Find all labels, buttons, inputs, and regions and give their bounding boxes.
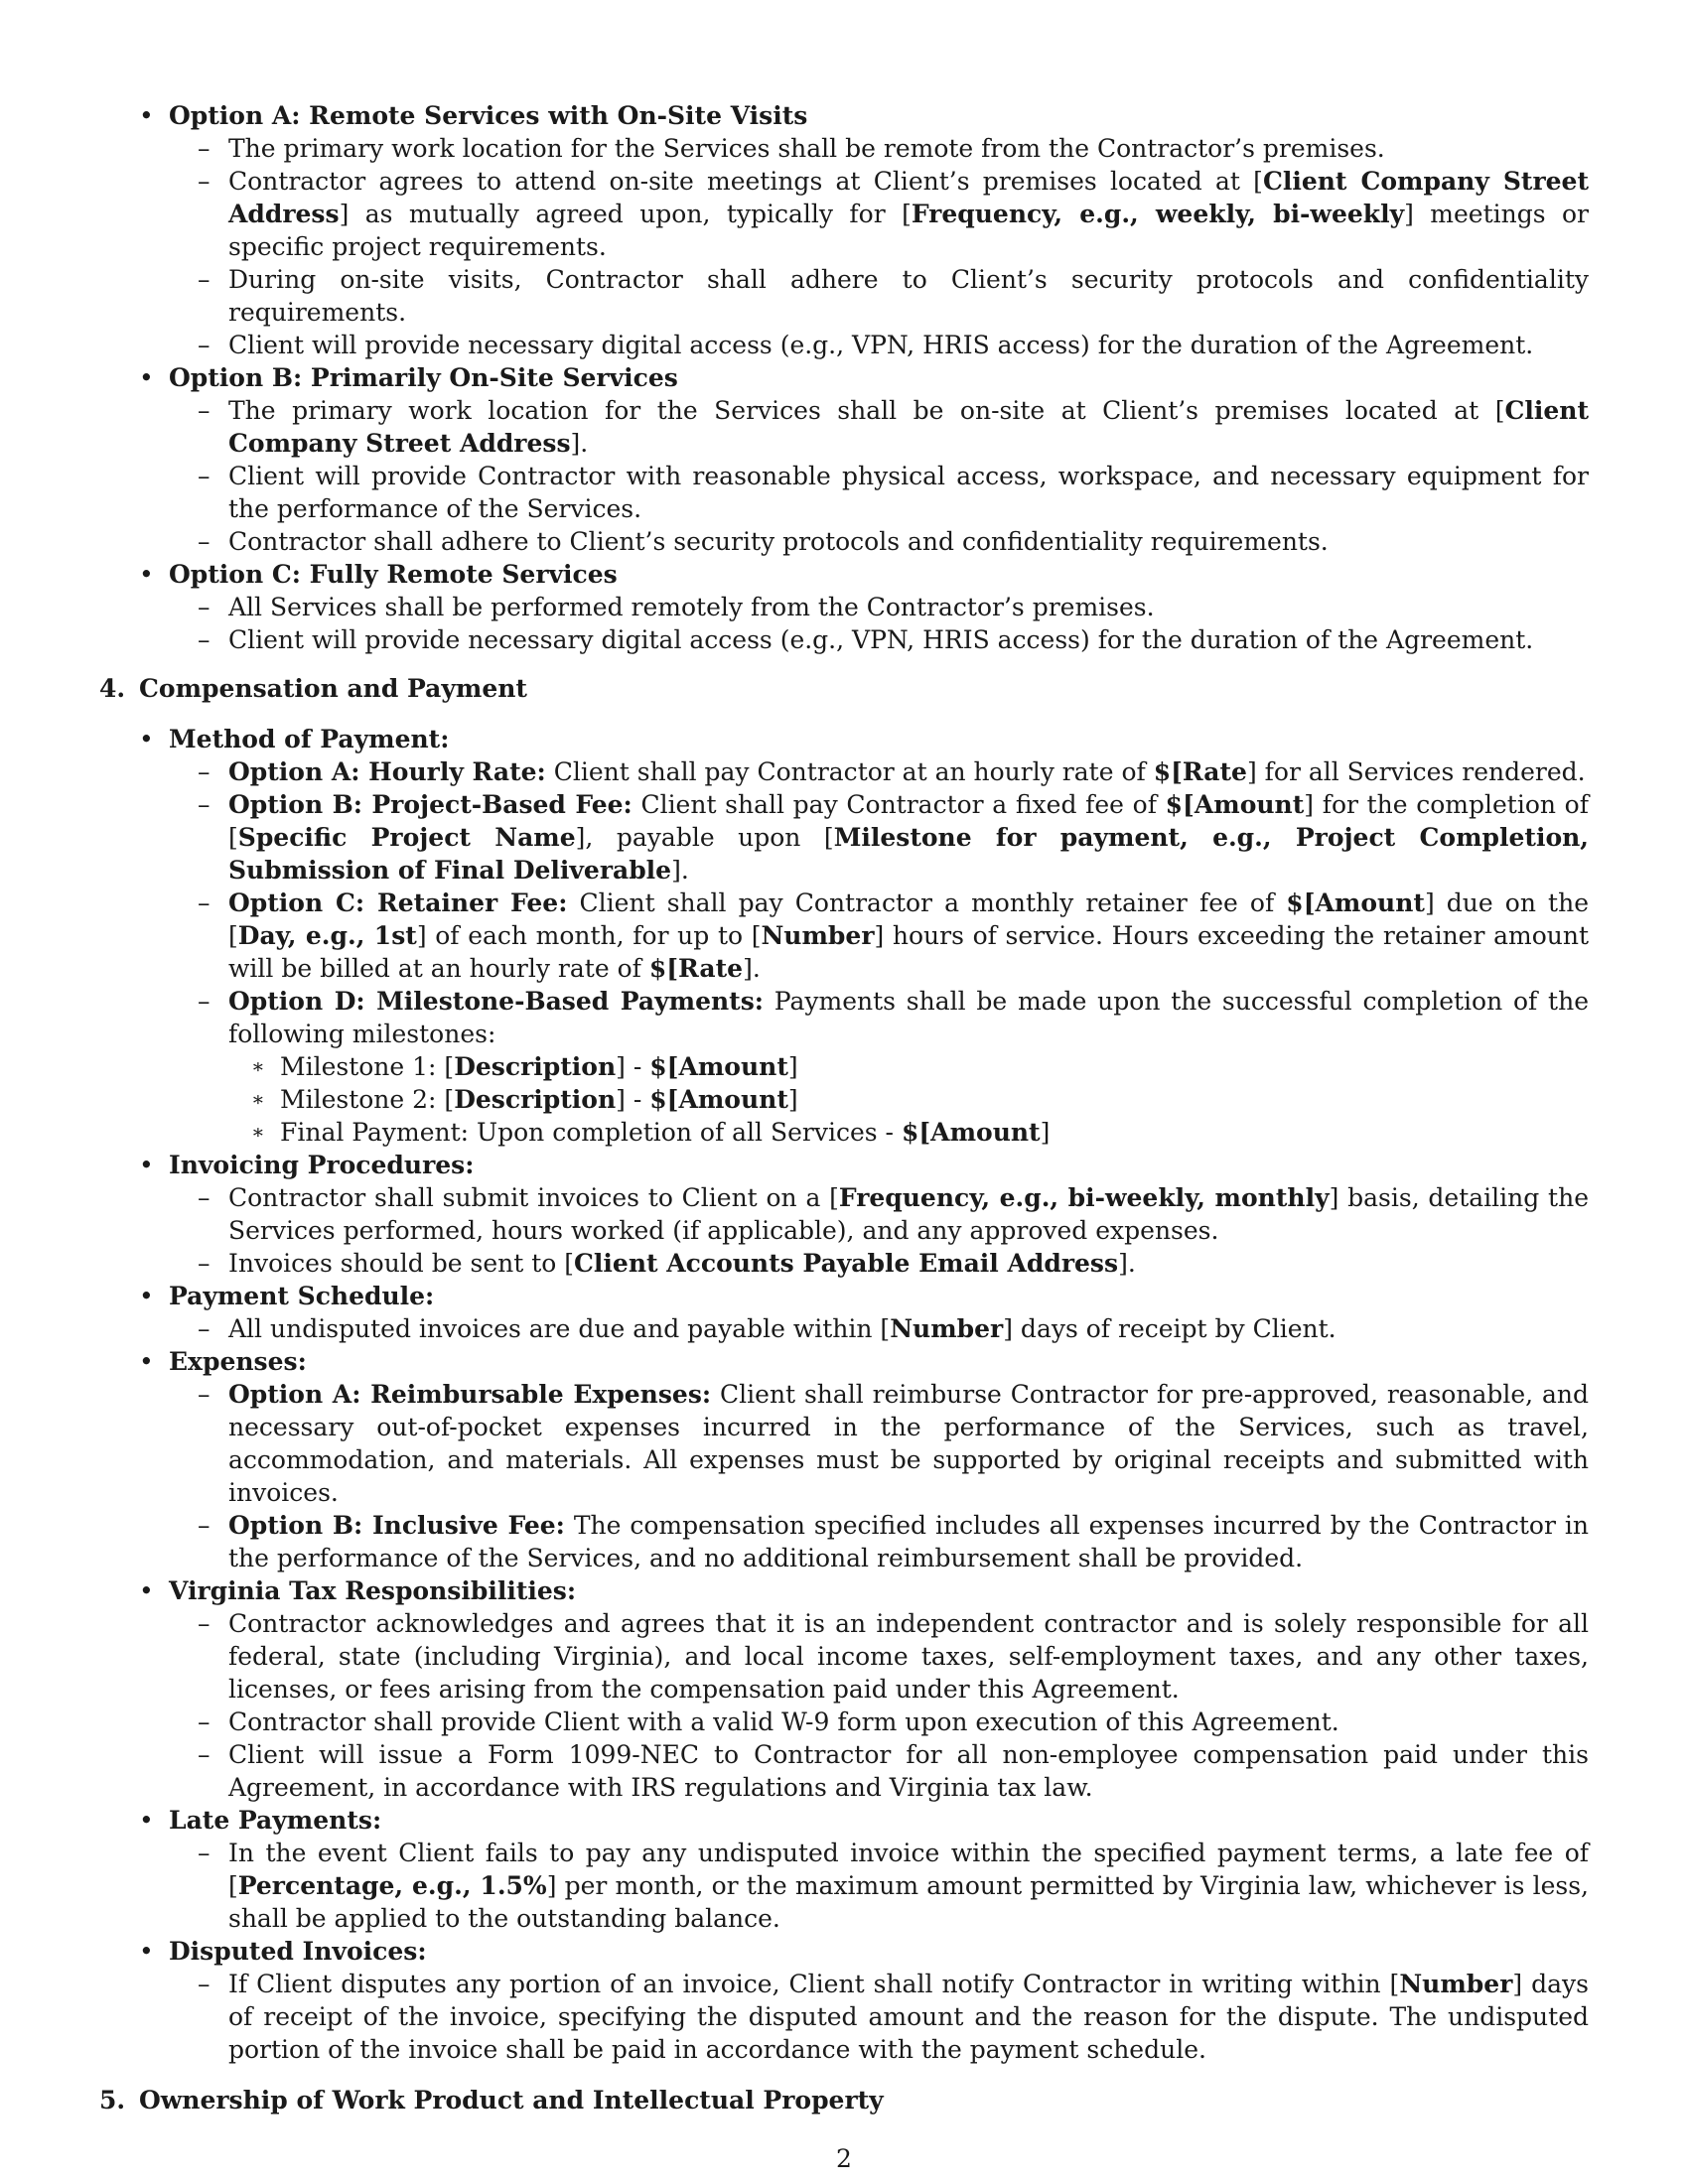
payment-detail xyxy=(99,1312,1589,1345)
bold-text: Option B: Inclusive Fee: xyxy=(228,1511,565,1540)
bold-text: $[Amount xyxy=(649,1052,788,1081)
text: Final Payment: Upon completion of all Services - xyxy=(280,1118,902,1147)
dash-icon: – xyxy=(198,1183,211,1212)
option-detail xyxy=(99,132,1589,165)
payment-detail xyxy=(99,985,1589,1050)
section-5-number: 5. xyxy=(99,2086,126,2115)
text: Contractor shall submit invoices to Client on a [ xyxy=(228,1183,839,1212)
bold-text: Day, e.g., 1st xyxy=(237,921,417,950)
payment-group xyxy=(99,1149,1589,1181)
option-detail xyxy=(99,591,1589,623)
text: ] xyxy=(787,1085,798,1114)
bold-text: Client Accounts Payable Email Address xyxy=(574,1249,1119,1278)
bold-text: $[Amount xyxy=(901,1118,1041,1147)
dash-icon: – xyxy=(198,625,211,654)
text: Client will provide necessary digital access (e.g., VPN, HRIS access) for the duration of the Agreement. xyxy=(228,331,1534,359)
text: ] - xyxy=(616,1085,650,1114)
text: ] as mutually agreed upon, typically for [ xyxy=(339,200,912,228)
text: Contractor shall adhere to Client’s security protocols and confidentiality requirements. xyxy=(228,527,1329,556)
option-detail xyxy=(99,165,1589,263)
text: Client will issue a Form 1099-NEC to Contractor for all non-employee compensation paid under this Agreement, in accordance with IRS regulations and Virginia tax law. xyxy=(228,1740,1589,1802)
dash-icon: – xyxy=(198,987,211,1016)
payment-detail xyxy=(99,1181,1589,1247)
payment-detail xyxy=(99,1706,1589,1738)
option-detail xyxy=(99,460,1589,525)
milestone-item xyxy=(99,1083,1589,1116)
text: The compensation specified includes all expenses incurred by the Contractor in the performance of the Services, and no additional reimbursement shall be provided. xyxy=(228,1511,1589,1572)
page-content xyxy=(99,99,1589,2134)
text: ], payable upon [ xyxy=(575,823,834,852)
text: In the event Client fails to pay any undisputed invoice within the specified payment terms, a late fee of [ xyxy=(228,1839,1589,1900)
dash-icon: – xyxy=(198,1249,211,1278)
payment-group xyxy=(99,1804,1589,1837)
bullet-icon: • xyxy=(139,725,154,753)
group-title: Disputed Invoices: xyxy=(169,1937,427,1966)
option-title: Option A: Remote Services with On-Site Visits xyxy=(169,101,808,130)
bullet-icon: • xyxy=(139,101,154,130)
payment-detail xyxy=(99,1378,1589,1509)
bold-text: $[Amount xyxy=(1286,888,1425,917)
section-4-heading xyxy=(99,672,1589,705)
text: If Client disputes any portion of an invoice, Client shall notify Contractor in writing within [ xyxy=(228,1970,1400,1998)
group-title: Expenses: xyxy=(169,1347,307,1376)
dash-icon: – xyxy=(198,1609,211,1638)
payment-detail xyxy=(99,1968,1589,2066)
compensation-list xyxy=(99,723,1589,2066)
dash-icon: – xyxy=(198,527,211,556)
location-option xyxy=(99,558,1589,591)
location-option xyxy=(99,361,1589,394)
text: ]. xyxy=(671,856,689,885)
dash-icon: – xyxy=(198,1740,211,1769)
bold-text: Client Company Street Address xyxy=(228,167,1590,228)
text: Client shall pay Contractor a fixed fee of xyxy=(632,790,1166,819)
bold-text: Option A: Reimbursable Expenses: xyxy=(228,1380,712,1409)
text: Client shall pay Contractor a monthly retainer fee of xyxy=(567,888,1287,917)
payment-detail xyxy=(99,1509,1589,1574)
payment-detail xyxy=(99,1607,1589,1706)
bold-text: Frequency, e.g., weekly, bi-weekly xyxy=(911,200,1405,228)
bullet-icon: • xyxy=(139,1282,154,1310)
bold-text: Option D: Milestone-Based Payments: xyxy=(228,987,765,1016)
text: Invoices should be sent to [ xyxy=(228,1249,575,1278)
payment-detail xyxy=(99,1837,1589,1935)
dash-icon: – xyxy=(198,134,211,163)
text: Milestone 2: [ xyxy=(280,1085,455,1114)
dash-icon: – xyxy=(198,167,211,196)
payment-detail xyxy=(99,1247,1589,1280)
payment-detail xyxy=(99,1738,1589,1804)
dash-icon: – xyxy=(198,888,211,917)
bold-text: Milestone for payment, e.g., Project Completion, Submission of Final Deliverable xyxy=(228,823,1590,885)
option-title: Option B: Primarily On-Site Services xyxy=(169,363,678,392)
dash-icon: – xyxy=(198,265,211,294)
payment-detail xyxy=(99,755,1589,788)
text: All undisputed invoices are due and payable within [ xyxy=(228,1314,891,1343)
text: Milestone 1: [ xyxy=(280,1052,455,1081)
asterisk-icon: ∗ xyxy=(251,1054,265,1078)
dash-icon: – xyxy=(198,593,211,621)
group-title: Virginia Tax Responsibilities: xyxy=(169,1576,577,1605)
bold-text: Number xyxy=(761,921,875,950)
bullet-icon: • xyxy=(139,560,154,589)
payment-group xyxy=(99,1574,1589,1607)
bold-text: Option A: Hourly Rate: xyxy=(228,757,546,786)
text: The primary work location for the Services shall be on-site at Client’s premises located at [ xyxy=(228,396,1505,425)
text: ] meetings or specific project requirements. xyxy=(228,200,1589,261)
text: Client will provide Contractor with reasonable physical access, workspace, and necessary equipment for the performance of the Services. xyxy=(228,462,1589,523)
option-detail xyxy=(99,263,1589,329)
dash-icon: – xyxy=(198,1511,211,1540)
bold-text: Option B: Project-Based Fee: xyxy=(228,790,633,819)
text: ] for the completion of [ xyxy=(228,790,1589,852)
option-detail xyxy=(99,329,1589,361)
text: Contractor acknowledges and agrees that it is an independent contractor and is solely responsible for all federal, state (including Virginia), and local income taxes, self-employment taxes, and any other taxes, licenses, or fees arising from the compensation paid under this Agreement. xyxy=(228,1609,1589,1704)
text: Contractor agrees to attend on-site meetings at Client’s premises located at [ xyxy=(228,167,1263,196)
dash-icon: – xyxy=(198,757,211,786)
text: ] basis, detailing the Services performed, hours worked (if applicable), and any approved expenses. xyxy=(228,1183,1589,1245)
text: ]. xyxy=(570,429,589,458)
bullet-icon: • xyxy=(139,1937,154,1966)
payment-detail xyxy=(99,887,1589,985)
section-5-title: Ownership of Work Product and Intellectual Property xyxy=(139,2086,884,2115)
page-number: 2 xyxy=(836,2144,852,2173)
bold-text: $[Amount xyxy=(1165,790,1305,819)
dash-icon: – xyxy=(198,396,211,425)
dash-icon: – xyxy=(198,462,211,490)
bold-text: Percentage, e.g., 1.5% xyxy=(237,1871,547,1900)
bold-text: Description xyxy=(454,1052,617,1081)
payment-group xyxy=(99,1280,1589,1312)
text: Contractor shall provide Client with a valid W-9 form upon execution of this Agreement. xyxy=(228,1707,1339,1736)
text: ] - xyxy=(616,1052,650,1081)
dash-icon: – xyxy=(198,1839,211,1867)
bold-text: $[Rate xyxy=(648,954,744,983)
bold-text: $[Amount xyxy=(649,1085,788,1114)
payment-group xyxy=(99,723,1589,755)
bold-text: Option C: Retainer Fee: xyxy=(228,888,568,917)
group-title: Invoicing Procedures: xyxy=(169,1151,475,1179)
bold-text: Frequency, e.g., bi-weekly, monthly xyxy=(838,1183,1330,1212)
dash-icon: – xyxy=(198,331,211,359)
text: Client shall reimburse Contractor for pre-approved, reasonable, and necessary out-of-pocket expenses incurred in the performance of the Services, such as travel, accommodation, and materials. All expenses must be supported by original receipts and submitted with invoices. xyxy=(228,1380,1589,1507)
text: Client will provide necessary digital access (e.g., VPN, HRIS access) for the duration of the Agreement. xyxy=(228,625,1534,654)
text: Client shall pay Contractor at an hourly rate of xyxy=(545,757,1154,786)
bullet-icon: • xyxy=(139,1347,154,1376)
asterisk-icon: ∗ xyxy=(251,1087,265,1111)
text: During on-site visits, Contractor shall adhere to Client’s security protocols and confidentiality requirements. xyxy=(228,265,1589,327)
option-detail xyxy=(99,623,1589,656)
text: ] xyxy=(1040,1118,1051,1147)
text: ] days of receipt of the invoice, specifying the disputed amount and the reason for the dispute. The undisputed portion of the invoice shall be paid in accordance with the payment schedule. xyxy=(228,1970,1590,2064)
text: ] for all Services rendered. xyxy=(1246,757,1586,786)
milestone-item xyxy=(99,1050,1589,1083)
bullet-icon: • xyxy=(139,1806,154,1835)
bold-text: Number xyxy=(1399,1970,1513,1998)
option-title: Option C: Fully Remote Services xyxy=(169,560,618,589)
dash-icon: – xyxy=(198,1314,211,1343)
option-detail xyxy=(99,525,1589,558)
text: ] xyxy=(787,1052,798,1081)
text: ] due on the [ xyxy=(228,888,1589,950)
bullet-icon: • xyxy=(139,1151,154,1179)
dash-icon: – xyxy=(198,1380,211,1409)
text: Payments shall be made upon the successful completion of the following milestones: xyxy=(228,987,1589,1048)
bullet-icon: • xyxy=(139,1576,154,1605)
bold-text: Client Company Street Address xyxy=(228,396,1589,458)
group-title: Payment Schedule: xyxy=(169,1282,435,1310)
text: The primary work location for the Services shall be remote from the Contractor’s premises. xyxy=(228,134,1385,163)
milestone-item xyxy=(99,1116,1589,1149)
bullet-icon: • xyxy=(139,363,154,392)
section-4-number: 4. xyxy=(99,674,126,703)
bold-text: Description xyxy=(454,1085,617,1114)
bold-text: Number xyxy=(890,1314,1004,1343)
group-title: Late Payments: xyxy=(169,1806,382,1835)
section-5-heading xyxy=(99,2084,1589,2116)
location-option xyxy=(99,99,1589,132)
text: ] per month, or the maximum amount permitted by Virginia law, whichever is less, shall be applied to the outstanding balance. xyxy=(228,1871,1589,1933)
text: ] hours of service. Hours exceeding the retainer amount will be billed at an hourly rate of xyxy=(228,921,1589,983)
location-options-list xyxy=(99,99,1589,656)
text: ]. xyxy=(743,954,761,983)
asterisk-icon: ∗ xyxy=(251,1120,265,1144)
payment-group xyxy=(99,1345,1589,1378)
text: ] days of receipt by Client. xyxy=(1003,1314,1336,1343)
payment-detail xyxy=(99,788,1589,887)
dash-icon: – xyxy=(198,790,211,819)
bold-text: $[Rate xyxy=(1153,757,1247,786)
section-4-title: Compensation and Payment xyxy=(139,674,527,703)
group-title: Method of Payment: xyxy=(169,725,450,753)
option-detail xyxy=(99,394,1589,460)
bold-text: Specific Project Name xyxy=(237,823,576,852)
dash-icon: – xyxy=(198,1707,211,1736)
dash-icon: – xyxy=(198,1970,211,1998)
text: ]. xyxy=(1118,1249,1136,1278)
text: ] of each month, for up to [ xyxy=(416,921,762,950)
text: All Services shall be performed remotely from the Contractor’s premises. xyxy=(228,593,1155,621)
payment-group xyxy=(99,1935,1589,1968)
